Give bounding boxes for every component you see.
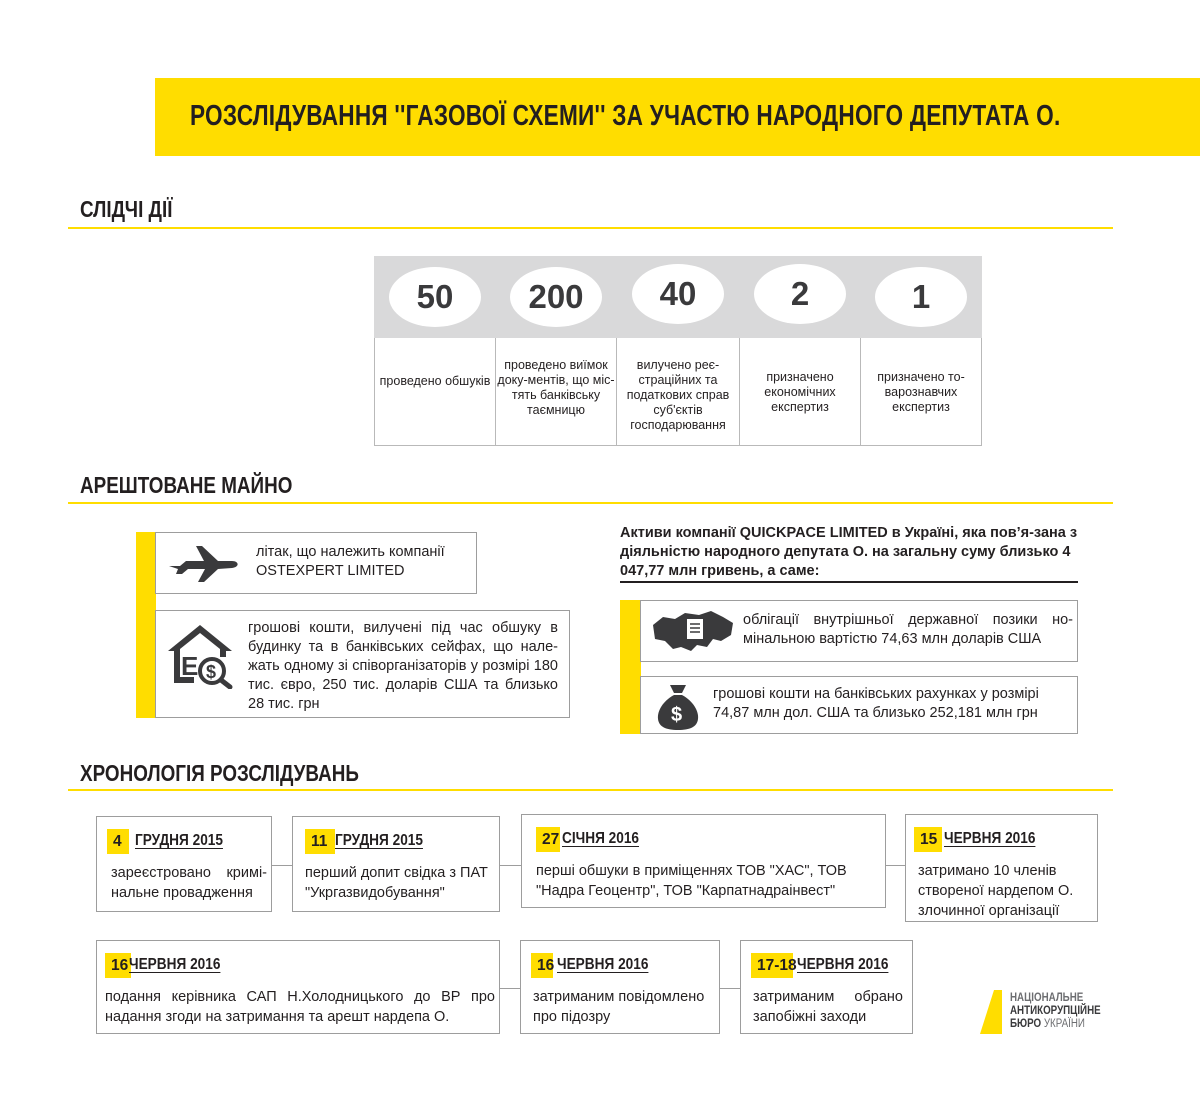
event-day: 17-18 [751, 953, 793, 978]
stat-value-commodity: 1 [875, 267, 967, 327]
plane-text: літак, що належить компанії OSTEXPERT LIMITED [256, 544, 445, 579]
plane-icon [166, 541, 240, 592]
stats-divider [739, 338, 740, 446]
event-day: 4 [107, 829, 129, 854]
event-month: ЧЕРВНЯ 2016 [944, 830, 1036, 847]
plane-card [155, 532, 477, 594]
accent-bar [620, 600, 641, 734]
timeline-connector [272, 865, 292, 866]
stat-label-cases: вилучено реє-страційних та податкових справ суб'єктів господарювання [626, 358, 730, 432]
timeline-connector [886, 865, 905, 866]
section-divider [68, 227, 1113, 229]
stats-divider [860, 338, 861, 446]
timeline-event [96, 940, 500, 1034]
stat-value-cases: 40 [632, 264, 724, 324]
accent-bar [136, 532, 156, 718]
bonds-text: облігації внутрішньої державної позики но-мінальною вартістю 74,63 млн доларів США [743, 612, 1073, 647]
section-title-property: АРЕШТОВАНЕ МАЙНО [80, 472, 293, 498]
assets-heading: Активи компанії QUICKPACE LIMITED в Україні, яка пов’я-зана з діяльністю народного депутата О. на загальну суму близько 4 047,77 млн гривень, а саме: [620, 525, 1078, 579]
timeline-event [96, 816, 272, 912]
stat-value-economic: 2 [754, 264, 846, 324]
event-text: подання керівника САП Н.Холодницького до ВР про надання згоди на затримання та арешт нардепа О. [105, 989, 495, 1025]
event-month: ГРУДНЯ 2015 [135, 832, 223, 849]
stat-value-searches: 50 [389, 267, 481, 327]
event-month: ЧЕРВНЯ 2016 [797, 956, 889, 973]
cash-card [155, 610, 570, 718]
money-bag-icon [655, 681, 701, 736]
event-month: СІЧНЯ 2016 [562, 830, 640, 847]
timeline-event [905, 814, 1098, 922]
timeline-connector [500, 988, 520, 989]
event-month: ЧЕРВНЯ 2016 [557, 956, 649, 973]
timeline-event [521, 814, 886, 908]
event-day: 16 [531, 953, 553, 978]
stat-value-seizures: 200 [510, 267, 602, 327]
timeline-event [520, 940, 720, 1034]
stat-label-commodity: призначено то-варознавчих експертиз [877, 370, 965, 414]
section-title-chronology: ХРОНОЛОГІЯ РОЗСЛІДУВАНЬ [80, 760, 359, 786]
stat-label-economic: призначено економічних експертиз [764, 370, 836, 414]
event-text: перші обшуки в приміщеннях ТОВ "ХАС", ТОВ "Надра Геоцентр", ТОВ "Карпатнадраінвест" [536, 863, 847, 899]
event-text: затримано 10 членів створеної нардепом О. злочинної організації [918, 863, 1074, 919]
ukraine-map-document-icon [651, 607, 735, 662]
section-title-investigative: СЛІДЧІ ДІЇ [80, 196, 173, 222]
event-day: 16 [105, 953, 131, 978]
house-money-icon [164, 621, 236, 694]
section-divider [68, 502, 1113, 504]
event-day: 27 [536, 827, 560, 852]
svg-text:$: $ [206, 662, 217, 682]
timeline-connector [500, 865, 521, 866]
event-month: ГРУДНЯ 2015 [335, 832, 423, 849]
stat-label-searches: проведено обшуків [379, 374, 491, 388]
event-text: затриманим обрано запобіжні заходи [753, 989, 903, 1025]
timeline-connector [720, 988, 740, 989]
event-text: зареєстровано кримі-нальне провадження [111, 865, 267, 901]
stat-label-seizures: проведено виїмок доку-ментів, що міс-тять банківську таємницю [497, 358, 615, 417]
event-day: 15 [914, 827, 942, 852]
timeline-event [292, 816, 500, 912]
event-text: затриманим повідомлено про підозру [533, 989, 705, 1025]
nabu-logo-icon [980, 990, 1004, 1039]
event-text: перший допит свідка з ПАТ "Укргазвидобування" [305, 865, 488, 901]
svg-text:E: E [181, 651, 199, 681]
stats-divider [495, 338, 496, 446]
cash-text: грошові кошти, вилучені під час обшуку в будинку та в банківських сейфах, що нале-жать одному зі співорганізаторів у розмірі 180 тис. євро, 250 тис. доларів США та близько 28 тис. грн [248, 620, 558, 712]
accounts-text: грошові кошти на банківських рахунках у розмірі 74,87 млн дол. США та близько 252,181 млн грн [713, 686, 1039, 721]
accounts-card [640, 676, 1078, 734]
timeline-event [740, 940, 913, 1034]
bonds-card [640, 600, 1078, 662]
event-month: ЧЕРВНЯ 2016 [129, 956, 221, 973]
stats-divider [616, 338, 617, 446]
svg-text:$: $ [671, 704, 683, 726]
event-day: 11 [305, 829, 335, 854]
nabu-logo-text: НАЦІОНАЛЬНЕ АНТИКОРУПЦІЙНЕ БЮРО УКРАЇНИ [1010, 992, 1101, 1030]
assets-divider [620, 581, 1078, 583]
section-divider [68, 789, 1113, 791]
page-title: РОЗСЛІДУВАННЯ ''ГАЗОВОЇ СХЕМИ'' ЗА УЧАСТЮ НАРОДНОГО ДЕПУТАТА О. [190, 100, 1061, 132]
